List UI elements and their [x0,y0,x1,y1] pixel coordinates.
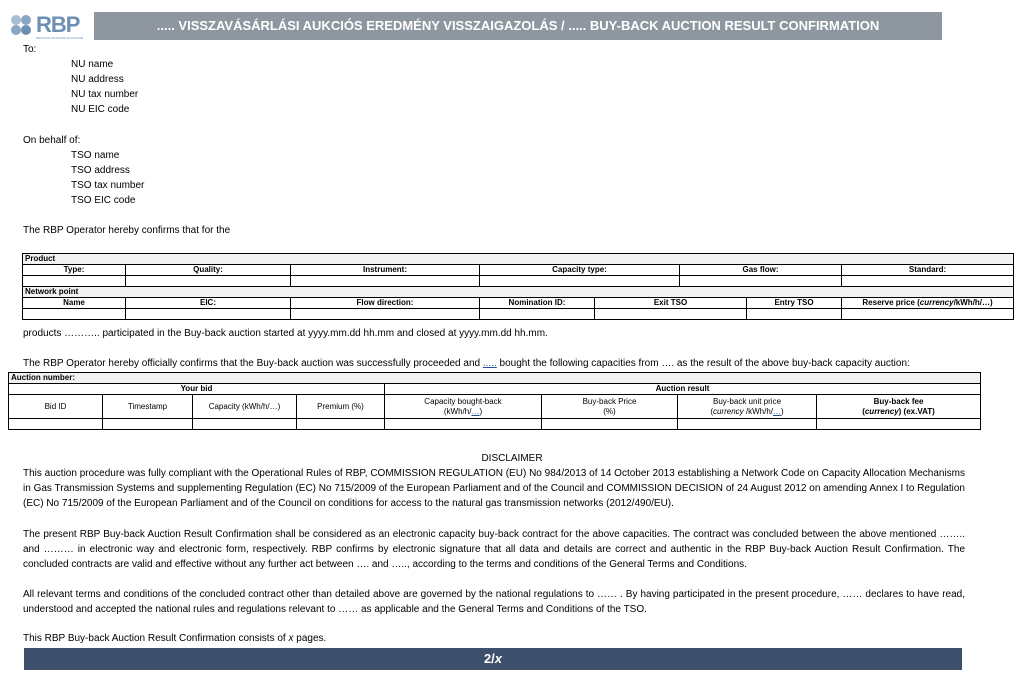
page-count-x: x [288,633,294,644]
logo-text: RBP [36,12,80,37]
network-eic-header: EIC: [126,298,291,309]
buy-back-unit-price-cell [678,419,817,430]
to-label: To: [23,44,37,55]
capacity-bought-back-label: Capacity bought-back [424,396,502,406]
product-standard-header: Standard: [842,265,1014,276]
capacity-bought-back-header [385,395,542,419]
tso-name: TSO name [71,150,120,161]
confirms-intro: The RBP Operator hereby confirms that for the [23,225,231,236]
network-value-row [23,309,1014,320]
buy-back-fee-label: Buy-back fee [873,396,924,406]
network-eic-cell [126,309,291,320]
buy-back-fee-header [817,395,981,419]
product-section-label: Product [23,254,1014,265]
product-instrument-cell [291,276,480,287]
page-count-post: pages. [293,633,327,644]
nu-address: NU address [71,74,124,85]
auction-number-label: Auction number: [9,373,981,384]
product-value-row [23,276,1014,287]
bid-id-cell [9,419,103,430]
buy-back-price-label: Buy-back Price [582,396,637,406]
official-confirmation-line [23,357,910,371]
buy-back-unit-price-label: Buy-back unit price [712,396,782,406]
nu-eic-code: NU EIC code [71,104,130,115]
buy-back-price-cell [542,419,678,430]
buy-back-fee-cell [817,419,981,430]
bid-table [8,372,981,430]
network-entry-tso-cell [747,309,842,320]
auction-result-label: Auction result [385,384,981,395]
capacity-bought-back-unit: (kWh/h/ [443,406,472,416]
rbp-logo-icon [8,12,36,40]
product-instrument-header: Instrument: [291,265,480,276]
disclaimer-title: DISCLAIMER [481,453,543,464]
network-flow-direction-header: Flow direction: [291,298,480,309]
behalf-label: On behalf of: [23,135,81,146]
network-nomination-id-header: Nomination ID: [480,298,595,309]
buy-back-price-unit: (%) [603,406,616,416]
buy-back-unit-price-header [678,395,817,419]
document-title: ..... VISSZAVÁSÁRLÁSI AUKCIÓS EREDMÉNY VISSZAIGAZOLÁS / ..... BUY-BACK AUCTION RESULT CONFIRMATION [94,12,942,40]
your-bid-label: Your bid [9,384,385,395]
disclaimer-paragraph-1: This auction procedure was fully compliant with the Operational Rules of RBP, COMMISSION REGULATION (EU) No 984/2013 of 14 October 2013 establishing a Network Code on Capacity Allocation Mechanisms in Gas Transmission Systems and supplementing Regulation (EC) No 715/2009 of the European Parliament and of the Council and COMMISSION DECISION of 24 August 2012 on amending Annex I to Regulation (EC) No 715/2009 of the European Parliament and of the Council on conditions for access to the natural gas transmission networks (2012/490/EU). [23,468,965,509]
network-nomination-id-cell [480,309,595,320]
product-gas-flow-cell [680,276,842,287]
page-total: x [494,651,503,666]
buyer-placeholder-link[interactable]: ..... [482,358,497,369]
product-standard-cell [842,276,1014,287]
unit-price-open: ( [710,406,713,416]
capacity-bought-back-unit-end: ) [479,406,483,416]
capacity-bought-back-unit-link[interactable]: … [471,406,480,416]
disclaimer-paragraph-3: All relevant terms and conditions of the concluded contract other than detailed above are governed by the national regulations to …… . By having participated in the present procedure, …… declares to have read, understood and accepted the national rules and regulations relevant to …… as applicable and the General Terms and Conditions of the TSO. [23,589,965,615]
official-confirmation-pre: The RBP Operator hereby officially confirms that the Buy-back auction was successfully proceeded and [23,358,483,369]
capacity-cell [193,419,297,430]
bid-value-row [9,419,981,430]
premium-cell [297,419,385,430]
page-count-pre: This RBP Buy-back Auction Result Confirmation consists of [23,633,289,644]
nu-name: NU name [71,59,114,70]
timestamp-cell [103,419,193,430]
fee-open: ( [862,406,865,416]
bid-id-header: Bid ID [9,395,103,419]
capacity-bought-back-cell [385,419,542,430]
network-point-section-label: Network point [23,287,1014,298]
network-exit-tso-cell [595,309,747,320]
product-table [22,253,1014,320]
unit-price-currency: currency [712,406,744,416]
nu-tax-number: NU tax number [71,89,139,100]
rbp-logo [8,12,90,40]
page-number: 2/ [483,651,495,666]
fee-currency: currency [864,406,899,416]
tso-address: TSO address [71,165,130,176]
product-header-row [23,265,1014,276]
capacity-header: Capacity (kWh/h/…) [193,395,297,419]
network-exit-tso-header: Exit TSO [595,298,747,309]
disclaimer-paragraph-2: The present RBP Buy-back Auction Result Confirmation shall be considered as an electronic capacity buy-back contract for the above capacities. The contract was concluded between the above mentioned …….. and ……… in electronic way and electronic form, respectively. RBP confirms by electronic signature that all data and details are correct and authentic in the RBP Buy-back Auction Result Confirmation. The concluded contracts are valid and effective without any further act between …. and ….., according to the terms and conditions of the General Terms and Conditions. [23,529,965,570]
unit-price-unit: /kWh/h/ [743,406,774,416]
product-type-cell [23,276,126,287]
network-name-cell [23,309,126,320]
official-confirmation-post: bought the following capacities from …. as the result of the above buy-back capacity auction: [496,358,910,369]
product-type-header: Type: [23,265,126,276]
logo-subtitle: REGIONAL BOOKING PLATFORM [36,36,84,40]
product-capacity-type-cell [480,276,680,287]
network-reserve-price-cell [842,309,1014,320]
reserve-price-post: /kWh/h/…) [953,298,993,307]
buy-back-price-header [542,395,678,419]
reserve-price-pre: Reserve price ( [862,298,920,307]
network-reserve-price-header [842,298,1014,309]
products-participation-line: products ……….. participated in the Buy-back auction started at yyyy.mm.dd hh.mm and closed at yyyy.mm.dd hh.mm. [23,328,548,339]
page-count-line [23,632,326,646]
network-header-row [23,298,1014,309]
reserve-price-currency: currency [919,298,954,307]
page-number-footer [24,648,962,670]
unit-price-unit-link[interactable]: … [773,406,782,416]
tso-eic-code: TSO EIC code [71,195,136,206]
product-quality-header: Quality: [126,265,291,276]
premium-header: Premium (%) [297,395,385,419]
network-entry-tso-header: Entry TSO [747,298,842,309]
tso-tax-number: TSO tax number [71,180,145,191]
fee-unit: ) (ex.VAT) [898,406,935,416]
unit-price-close: ) [781,406,784,416]
product-capacity-type-header: Capacity type: [480,265,680,276]
timestamp-header: Timestamp [103,395,193,419]
network-name-header: Name [23,298,126,309]
product-gas-flow-header: Gas flow: [680,265,842,276]
product-quality-cell [126,276,291,287]
network-flow-direction-cell [291,309,480,320]
bid-header-row [9,395,981,419]
